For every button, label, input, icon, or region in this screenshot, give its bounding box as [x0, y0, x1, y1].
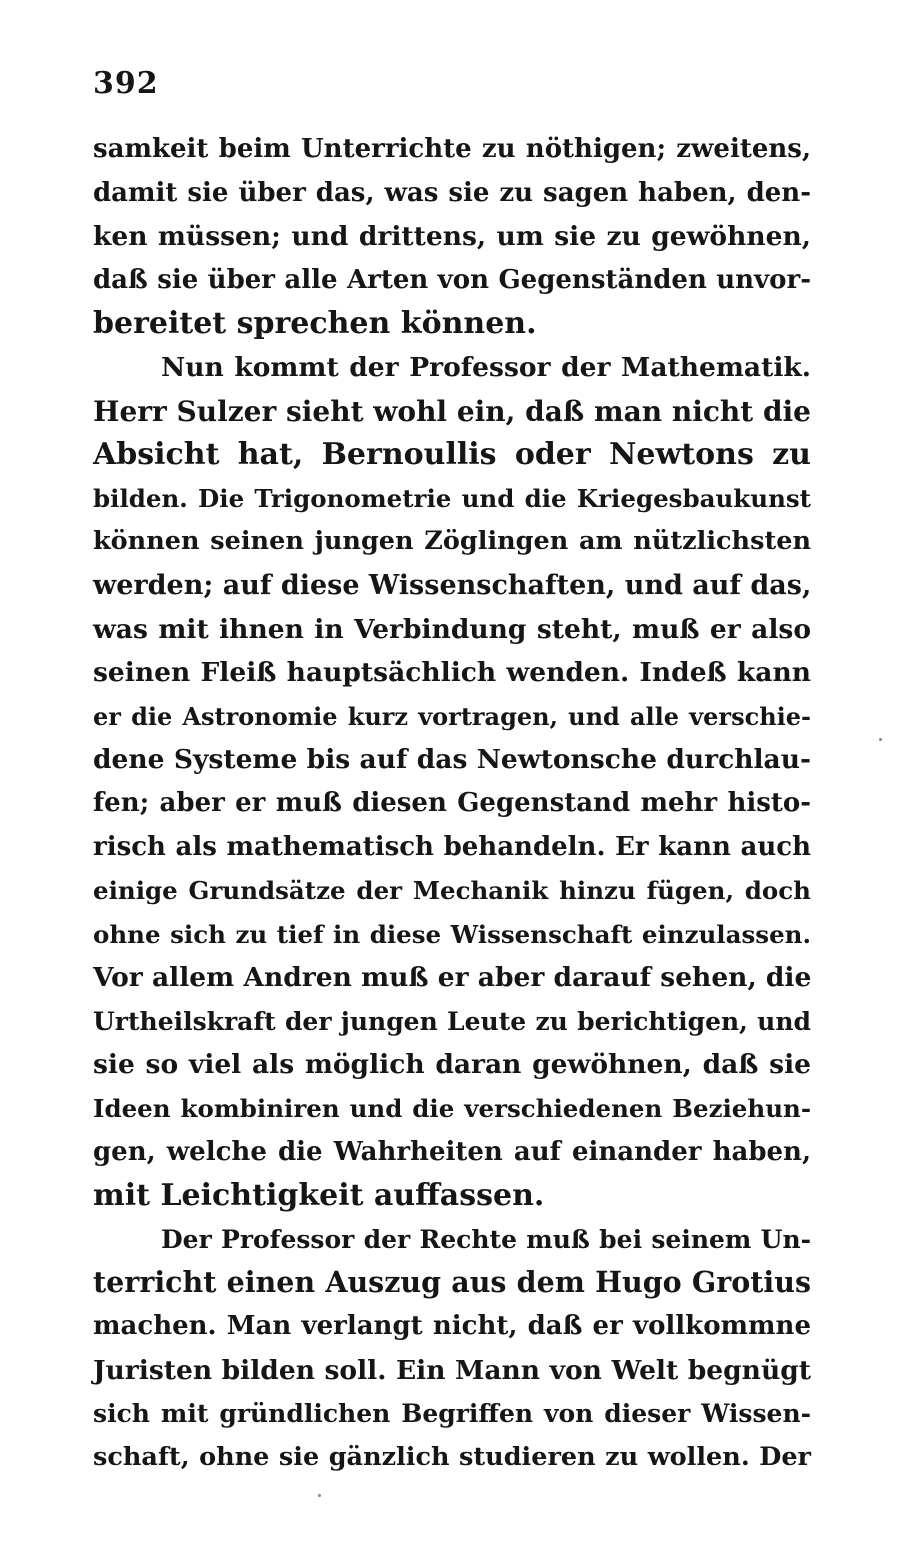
text-line: machen. Man verlangt nicht, daß er vollkommne	[93, 1311, 811, 1342]
text-line: terricht einen Auszug aus dem Hugo Grotius	[93, 1265, 811, 1300]
text-line: er die Astronomie kurz vortragen, und alle verschie-	[93, 701, 811, 731]
text-line: daß sie über alle Arten von Gegenständen unvor-	[93, 264, 811, 295]
page-number: 392	[93, 66, 159, 101]
text-line: können seinen jungen Zöglingen am nützlichsten	[93, 526, 811, 557]
text-line: Nun kommt der Professor der Mathematik.	[161, 351, 811, 383]
text-line: ken müssen; und drittens, um sie zu gewöhnen,	[93, 221, 811, 253]
text-line: sie so viel als möglich daran gewöhnen, daß sie	[93, 1049, 811, 1081]
text-line: samkeit beim Unterrichte zu nöthigen; zweitens,	[93, 134, 811, 164]
text-line: ohne sich zu tief in diese Wissenschaft einzulassen.	[93, 919, 811, 949]
text-line: Der Professor der Rechte muß bei seinem Un-	[161, 1224, 811, 1254]
text-line: Ideen kombiniren und die verschiedenen Beziehun-	[93, 1094, 811, 1124]
text-line: Urtheilskraft der jungen Leute zu berichtigen, und	[93, 1006, 811, 1036]
text-line: fen; aber er muß diesen Gegenstand mehr histo-	[93, 787, 811, 818]
text-line: bilden. Die Trigonometrie und die Kriegesbaukunst	[93, 483, 811, 513]
text-line: bereitet sprechen können.	[93, 306, 537, 342]
text-line: werden; auf diese Wissenschaften, und auf das,	[93, 569, 812, 601]
text-line: Herr Sulzer sieht wohl ein, daß man nicht die	[93, 394, 811, 428]
text-line: dene Systeme bis auf das Newtonsche durchlau-	[93, 744, 811, 776]
text-line: Juristen bilden soll. Ein Mann von Welt begnügt	[93, 1354, 811, 1386]
text-line: risch als mathematisch behandeln. Er kann auch	[93, 831, 811, 862]
paper-speck	[318, 1494, 321, 1497]
text-line: gen, welche die Wahrheiten auf einander haben,	[93, 1136, 811, 1167]
text-line: was mit ihnen in Verbindung steht, muß er also	[93, 613, 811, 645]
body-text	[93, 128, 811, 1479]
text-line: seinen Fleiß hauptsächlich wenden. Indeß kann	[93, 657, 811, 689]
text-line: einige Grundsätze der Mechanik hinzu fügen, doch	[93, 876, 811, 906]
text-line: mit Leichtigkeit auffassen.	[93, 1178, 545, 1214]
text-line: damit sie über das, was sie zu sagen haben, den-	[93, 177, 811, 208]
text-line: sich mit gründlichen Begriffen von dieser Wissen-	[93, 1399, 811, 1429]
text-line: schaft, ohne sie gänzlich studieren zu wollen. Der	[93, 1441, 811, 1472]
text-line: Vor allem Andren muß er aber darauf sehen, die	[93, 962, 812, 994]
paper-speck	[879, 738, 882, 741]
text-line: Absicht hat, Bernoullis oder Newtons zu	[93, 437, 811, 473]
